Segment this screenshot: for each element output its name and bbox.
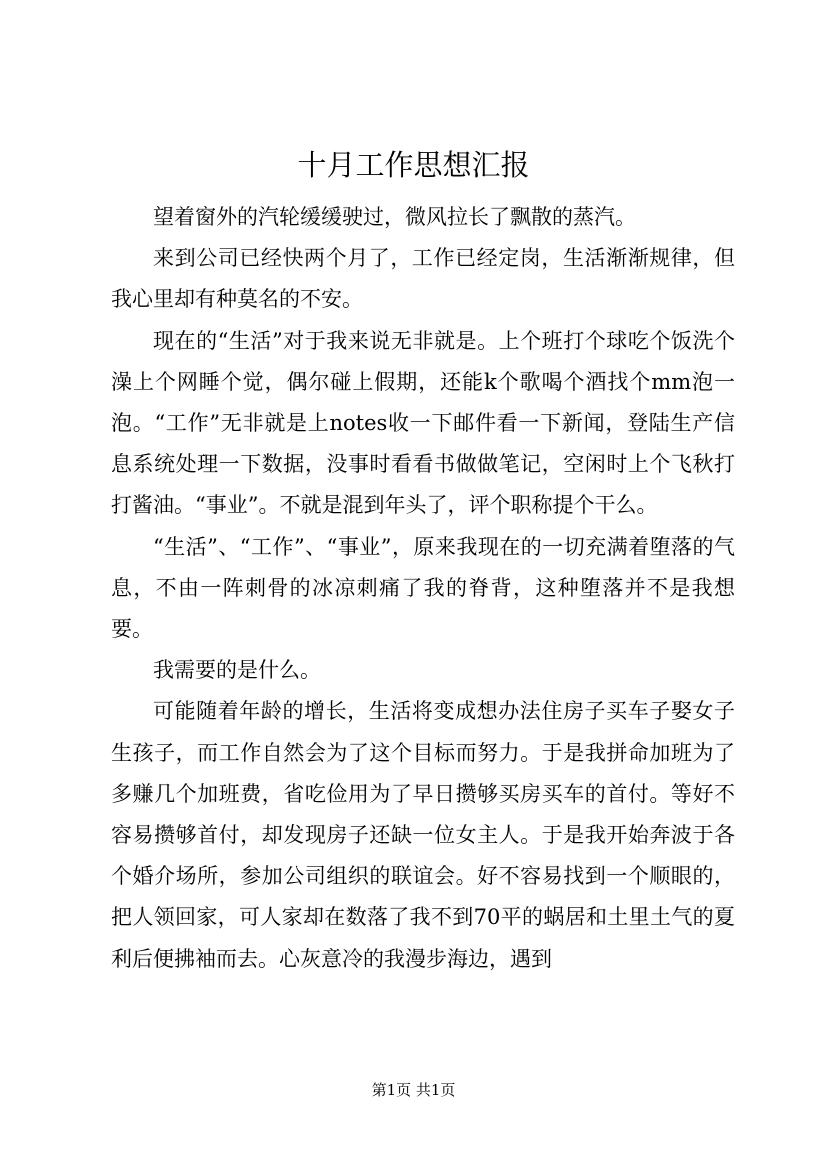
paragraph: 望着窗外的汽轮缓缓驶过，微风拉长了飘散的蒸汽。 — [153, 205, 636, 229]
paragraph: 来到公司已经快两个月了，工作已经定岗，生活渐渐规律，但我心里却有种莫名的不安。 — [111, 246, 735, 312]
paragraph: “生活”、“工作”、“事业”，原来我现在的一切充满着堕落的气息，不由一阵刺骨的冰凉刺痛了我的脊背，这种堕落并不是我想要。 — [111, 534, 735, 642]
paragraph: 我需要的是什么。 — [153, 658, 321, 683]
paragraph: 现在的“生活”对于我来说无非就是。上个班打个球吃个饭洗个澡上个网睡个觉，偶尔碰上假期，还能k个歌喝个酒找个mm泡一泡。“工作”无非就是上notes收一下邮件看一下新闻，登陆生产信息系统处理一下数据，没事时看看书做做笔记，空闲时上个飞秋打打酱油。“事业”。不就是混到年头了，评个职称提个干么。 — [111, 328, 735, 518]
paragraph: 可能随着年龄的增长，生活将变成想办法住房子买车子娶女子生孩子，而工作自然会为了这个目标而努力。于是我拼命加班为了多赚几个加班费，省吃俭用为了早日攒够买房买车的首付。等好不容易攒够首付，却发现房子还缺一位女主人。于是我开始奔波于各个婚介场所，参加公司组织的联谊会。好不容易找到一个顺眼的，把人领回家，可人家却在数落了我不到70平的蜗居和土里土气的夏利后便拂袖而去。心灰意冷的我漫步海边，遇到 — [111, 699, 735, 971]
document-title: 十月工作思想汇报 — [297, 148, 530, 182]
document-body — [111, 197, 735, 980]
page-footer: 第1页 共1页 — [371, 1081, 456, 1099]
